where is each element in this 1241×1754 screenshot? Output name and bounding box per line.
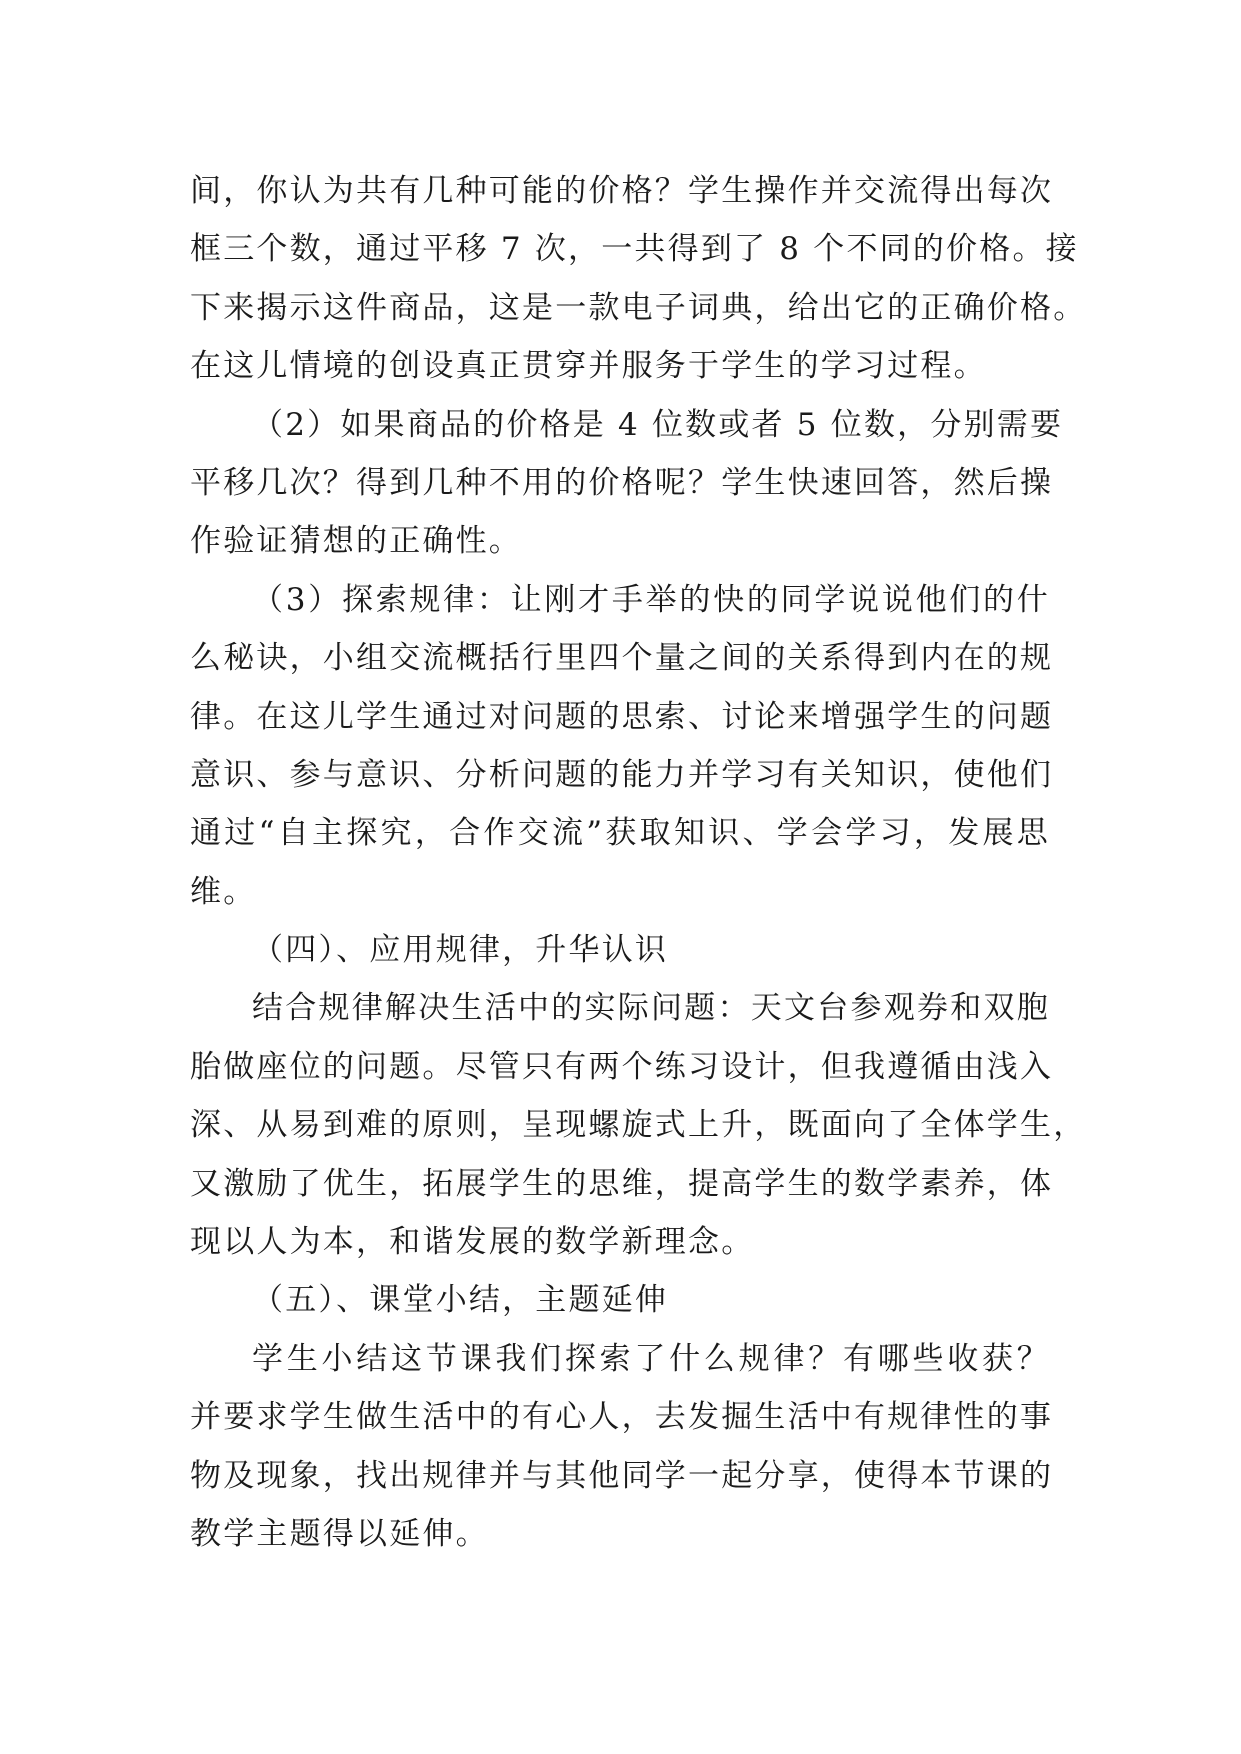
document-body <box>190 162 1087 1563</box>
text-line: 框三个数，通过平移 7 次，一共得到了 8 个不同的价格。接 <box>190 231 1079 268</box>
section-heading: （四）、应用规律，升华认识 <box>252 932 669 969</box>
text-line: 意识、参与意识、分析问题的能力并学习有关知识，使他们 <box>190 756 1054 793</box>
paragraph-start-line: 结合规律解决生活中的实际问题：天文台参观券和双胞 <box>252 990 1050 1027</box>
text-line: 律。在这儿学生通过对问题的思索、讨论来增强学生的问题 <box>190 698 1054 735</box>
text-line: 在这儿情境的创设真正贯穿并服务于学生的学习过程。 <box>190 348 987 385</box>
text-line: 作验证猜想的正确性。 <box>190 523 522 560</box>
text-line: 平移几次？得到几种不用的价格呢？学生快速回答，然后操 <box>190 464 1054 501</box>
text-line: 物及现象，找出规律并与其他同学一起分享，使得本节课的 <box>190 1457 1054 1494</box>
paragraph-start-line: （2）如果商品的价格是 4 位数或者 5 位数，分别需要 <box>252 406 1064 443</box>
text-line: 么秘诀，小组交流概括行里四个量之间的关系得到内在的规 <box>190 640 1054 677</box>
text-line: 通过“自主探究，合作交流”获取知识、学会学习，发展思 <box>190 815 1050 852</box>
text-line: 教学主题得以延伸。 <box>190 1515 489 1552</box>
paragraph-start-line: 学生小结这节课我们探索了什么规律？有哪些收获？ <box>252 1340 1050 1377</box>
paragraph-start-line: （3）探索规律：让刚才手举的快的同学说说他们的什 <box>252 581 1050 618</box>
text-line: 胎做座位的问题。尽管只有两个练习设计，但我遵循由浅入 <box>190 1048 1054 1085</box>
text-line: 深、从易到难的原则，呈现螺旋式上升，既面向了全体学生， <box>190 1107 1087 1144</box>
text-line: 又激励了优生，拓展学生的思维，提高学生的数学素养，体 <box>190 1165 1054 1202</box>
text-line: 维。 <box>190 873 257 910</box>
text-line: 下来揭示这件商品，这是一款电子词典，给出它的正确价格。 <box>190 289 1087 326</box>
text-line: 并要求学生做生活中的有心人，去发掘生活中有规律性的事 <box>190 1399 1054 1436</box>
text-line: 间，你认为共有几种可能的价格？学生操作并交流得出每次 <box>190 173 1054 209</box>
section-heading: （五）、课堂小结，主题延伸 <box>252 1282 669 1319</box>
text-line: 现以人为本，和谐发展的数学新理念。 <box>190 1224 755 1261</box>
